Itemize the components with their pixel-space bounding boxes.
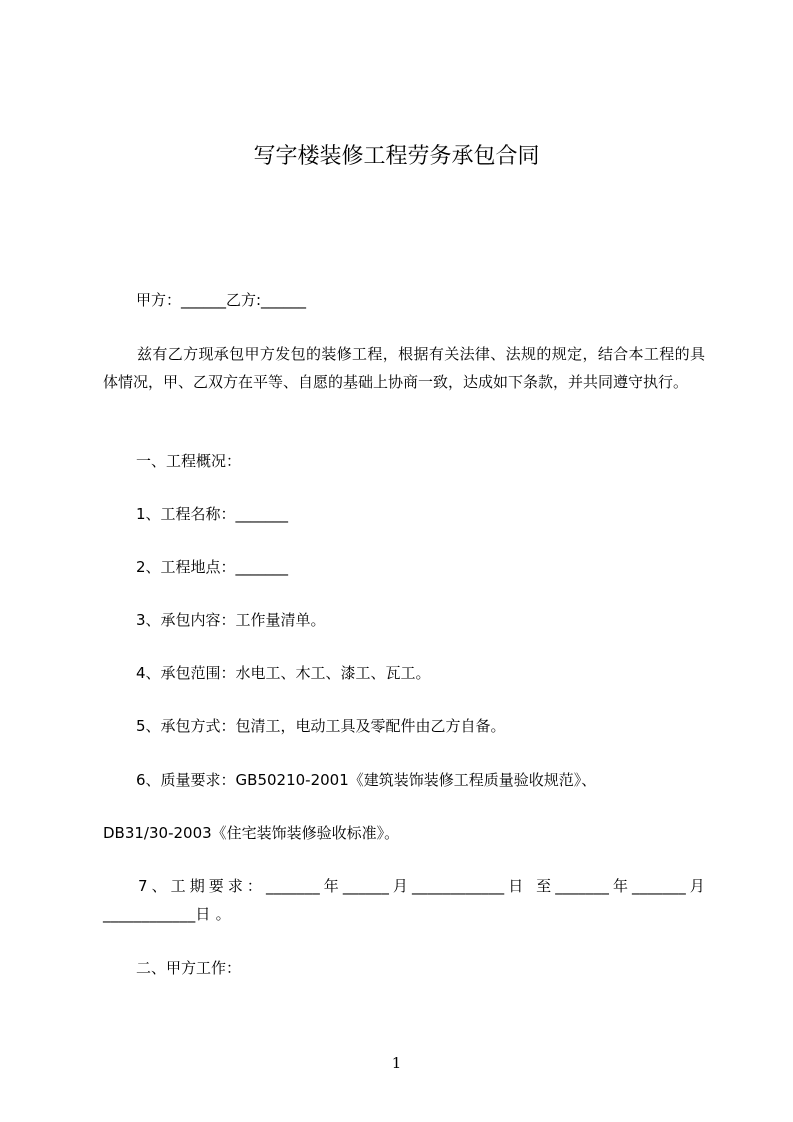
page-number: 1 bbox=[391, 1054, 402, 1072]
section-heading-project-overview: 一、工程概况： bbox=[136, 452, 242, 470]
item-quality-standard-continued: DB31/30-2003《住宅装饰装修验收标准》。 bbox=[103, 824, 400, 842]
section-heading-party-a-duties: 二、甲方工作： bbox=[136, 959, 242, 977]
document-title: 写字楼装修工程劳务承包合同 bbox=[253, 144, 540, 169]
intro-paragraph: 兹有乙方现承包甲方发包的装修工程，根据有关法律、法规的规定，结合本工程的具体情况，甲、乙双方在平等、自愿的基础上协商一致，达成如下条款，并共同遵守执行。 bbox=[103, 345, 705, 391]
item-contract-scope: 4、承包范围：水电工、木工、漆工、瓦工。 bbox=[136, 664, 431, 682]
item-project-location: 2、工程地点：_______ bbox=[136, 558, 289, 576]
item-quality-requirement: 6、质量要求：GB50210-2001《建筑装饰装修工程质量验收规范》、 bbox=[136, 771, 597, 789]
item-contract-method: 5、承包方式：包清工，电动工具及零配件由乙方自备。 bbox=[136, 717, 506, 735]
item-schedule-requirement: 7、工期要求：_______年______月____________日 至_______年_______月____________日 。 bbox=[103, 877, 705, 923]
item-contract-content: 3、承包内容：工作量清单。 bbox=[136, 611, 326, 629]
item-project-name: 1、工程名称：_______ bbox=[136, 505, 289, 523]
parties-line: 甲方：______乙方:______ bbox=[136, 291, 307, 309]
